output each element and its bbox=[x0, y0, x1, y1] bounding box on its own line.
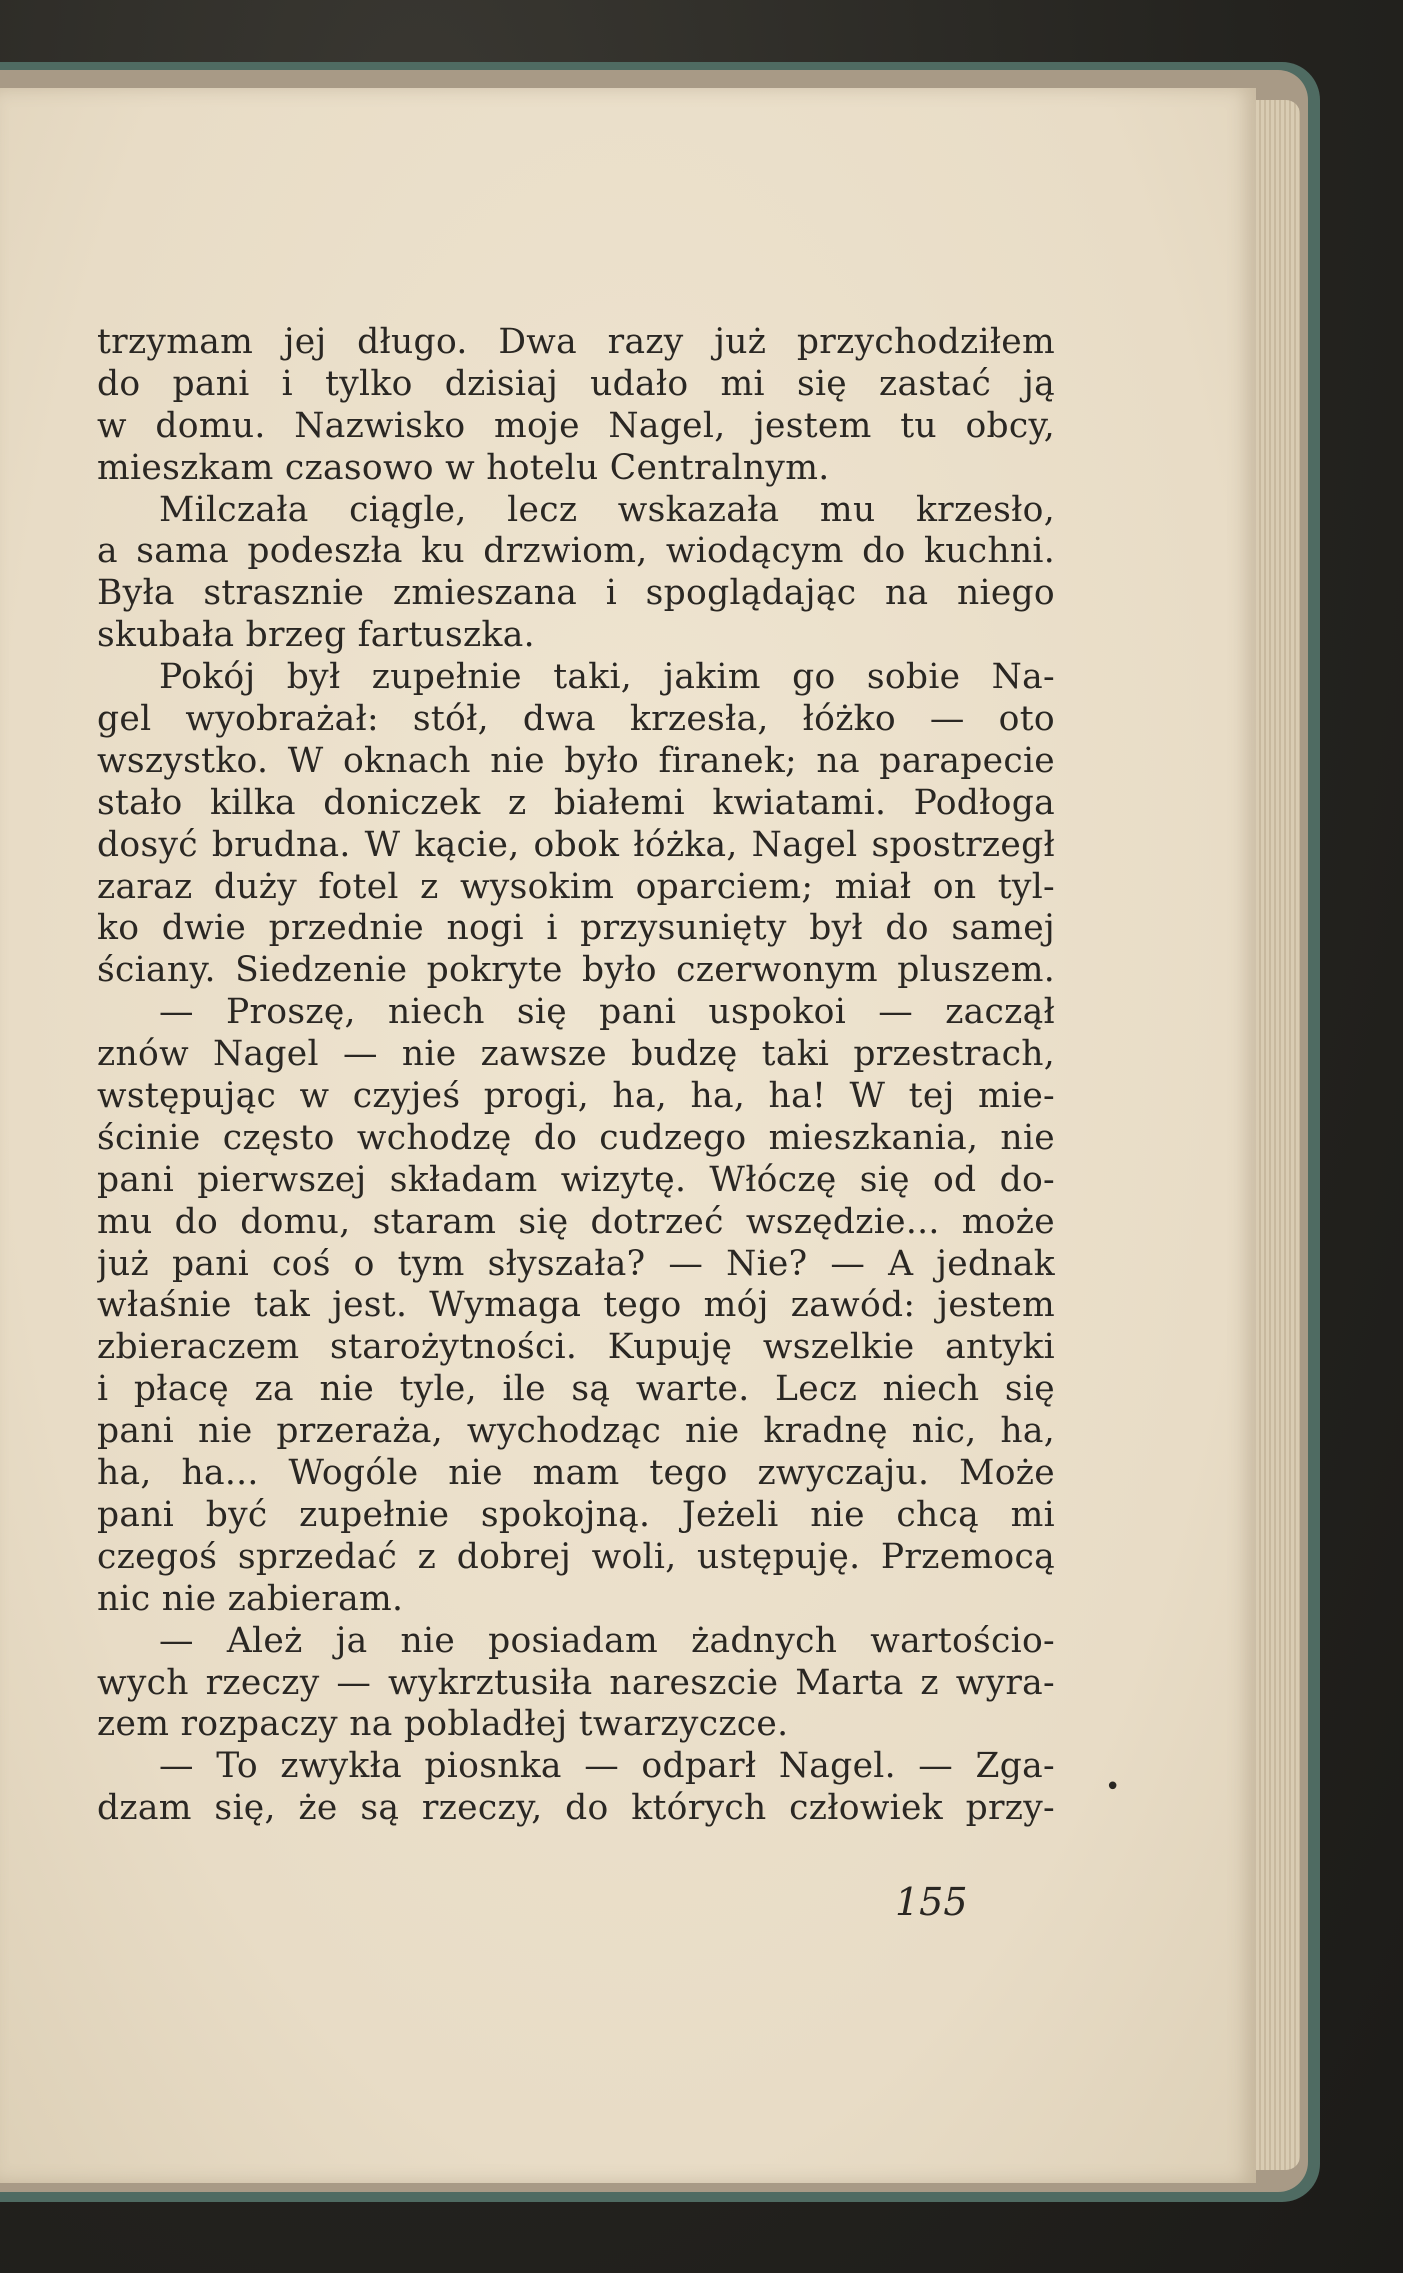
text-line: ko dwie przednie nogi i przysunięty był do samej bbox=[97, 908, 1055, 949]
text-line: właśnie tak jest. Wymaga tego mój zawód: jestem bbox=[97, 1285, 1055, 1326]
text-line: trzymam jej długo. Dwa razy już przychodziłem bbox=[97, 322, 1055, 362]
text-line: pani nie przeraża, wychodząc nie kradnę nic, ha, bbox=[97, 1411, 1055, 1452]
text-line: zaraz duży fotel z wysokim oparciem; miał on tyl- bbox=[97, 866, 1055, 907]
margin-mark: • bbox=[1105, 1772, 1121, 1802]
text-line: Milczała ciągle, lecz wskazała mu krzesło, bbox=[159, 489, 1055, 530]
text-line: wych rzeczy — wykrztusiła nareszcie Marta z wyra- bbox=[97, 1662, 1055, 1703]
text-line: skubała brzeg fartuszka. bbox=[97, 615, 535, 656]
text-line: zbieraczem starożytności. Kupuję wszelkie antyki bbox=[97, 1327, 1055, 1368]
text-line: pani pierwszej składam wizytę. Włóczę się od do- bbox=[97, 1159, 1055, 1200]
page-text bbox=[97, 322, 1055, 1830]
page-number: 155 bbox=[895, 1880, 968, 1924]
text-line: — Proszę, niech się pani uspokoi — zaczął bbox=[159, 992, 1055, 1033]
text-line: mieszkam czasowo w hotelu Centralnym. bbox=[97, 447, 830, 488]
text-line: wszystko. W oknach nie było firanek; na parapecie bbox=[97, 740, 1055, 781]
text-line: ściany. Siedzenie pokryte było czerwonym pluszem. bbox=[97, 950, 1055, 991]
text-line: pani być zupełnie spokojną. Jeżeli nie chcą mi bbox=[97, 1494, 1055, 1535]
text-line: a sama podeszła ku drzwiom, wiodącym do kuchni. bbox=[97, 531, 1055, 572]
text-line: dzam się, że są rzeczy, do których człowiek przy- bbox=[97, 1788, 1055, 1829]
text-line: — Ależ ja nie posiadam żadnych wartościo- bbox=[159, 1620, 1055, 1661]
text-line: ha, ha... Wogóle nie mam tego zwyczaju. Może bbox=[97, 1453, 1055, 1494]
text-line: Była strasznie zmieszana i spoglądając na niego bbox=[97, 573, 1055, 614]
text-line: nic nie zabieram. bbox=[97, 1578, 404, 1619]
text-line: mu do domu, staram się dotrzeć wszędzie... może bbox=[97, 1201, 1055, 1242]
page-edges bbox=[1256, 100, 1300, 2170]
text-line: w domu. Nazwisko moje Nagel, jestem tu obcy, bbox=[97, 405, 1055, 446]
text-line: — To zwykła piosnka — odparł Nagel. — Zga- bbox=[159, 1746, 1055, 1787]
text-line: już pani coś o tym słyszała? — Nie? — A jednak bbox=[97, 1243, 1055, 1284]
text-line: gel wyobrażał: stół, dwa krzesła, łóżko — oto bbox=[97, 699, 1055, 740]
text-line: czegoś sprzedać z dobrej woli, ustępuję. Przemocą bbox=[97, 1536, 1055, 1577]
text-line: do pani i tylko dzisiaj udało mi się zastać ją bbox=[97, 363, 1055, 404]
text-line: znów Nagel — nie zawsze budzę taki przestrach, bbox=[97, 1034, 1055, 1075]
text-line: zem rozpaczy na pobladłej twarzyczce. bbox=[97, 1704, 789, 1745]
text-line: ścinie często wchodzę do cudzego mieszkania, nie bbox=[97, 1117, 1055, 1158]
text-line: dosyć brudna. W kącie, obok łóżka, Nagel spostrzegł bbox=[97, 824, 1055, 865]
text-line: wstępując w czyjeś progi, ha, ha, ha! W tej mie- bbox=[97, 1076, 1055, 1117]
text-line: stało kilka doniczek z białemi kwiatami. Podłoga bbox=[97, 782, 1055, 823]
text-line: Pokój był zupełnie taki, jakim go sobie Na- bbox=[159, 657, 1055, 698]
text-line: i płacę za nie tyle, ile są warte. Lecz niech się bbox=[97, 1369, 1055, 1410]
